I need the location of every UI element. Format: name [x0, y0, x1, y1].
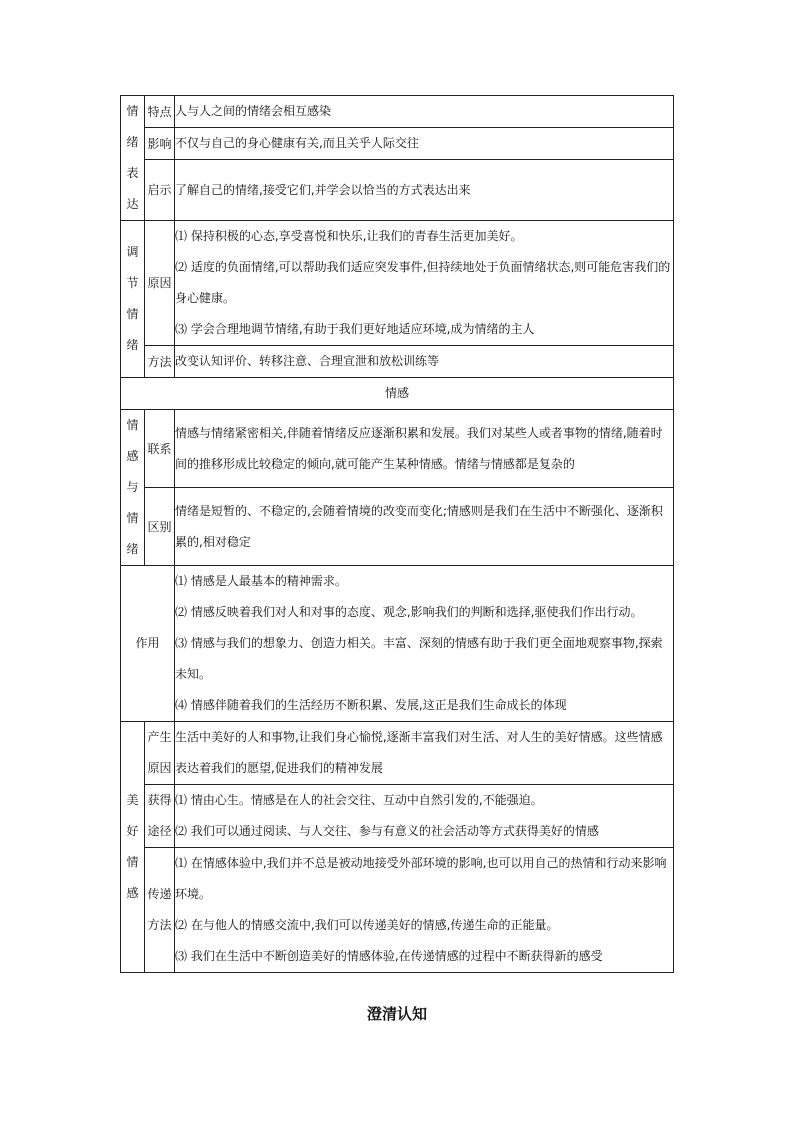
feature-text: 人与人之间的情绪会相互感染 [175, 96, 674, 128]
table-row [121, 160, 674, 221]
function-content [175, 566, 674, 722]
table-row [121, 785, 674, 848]
way-content [175, 785, 674, 848]
difference-label: 区别 [145, 488, 175, 566]
table-row [121, 410, 674, 488]
table-row [121, 488, 674, 566]
table-row [121, 378, 674, 410]
method-label: 方法 [145, 346, 175, 378]
table-row [121, 128, 674, 160]
emotion-section-title: 情感 [121, 378, 674, 410]
expression-head: 情 绪 表 达 [121, 96, 145, 221]
beautiful-head: 美 好 情 感 [121, 722, 145, 973]
list-item: ⑴ 保持积极的心态,享受喜悦和快乐,让我们的青春生活更加美好。 [175, 229, 523, 243]
relation-head: 情 感 与 情 绪 [121, 410, 145, 566]
function-head: 作用 [121, 566, 175, 722]
list-item: ⑶ 学会合理地调节情绪,有助于我们更好地适应环境,成为情绪的主人 [175, 322, 535, 336]
list-item: ⑵ 情感反映着我们对人和对事的态度、观念,影响我们的判断和选择,驱使我们作出行动。 [175, 605, 643, 619]
list-item: ⑴ 情感是人最基本的精神需求。 [175, 574, 347, 588]
summary-table [120, 95, 674, 973]
feature-label: 特点 [145, 96, 175, 128]
way-label: 获得 途径 [145, 785, 175, 848]
link-text: 情感与情绪紧密相关,伴随着情绪反应逐渐积累和发展。我们对某些人或者事物的情绪,随着时间的推移形成比较稳定的倾向,就可能产生某种情感。情绪与情感都是复杂的 [175, 410, 674, 488]
impact-label: 影响 [145, 128, 175, 160]
link-label: 联系 [145, 410, 175, 488]
list-item: ⑶ 我们在生活中不断创造美好的情感体验,在传递情感的过程中不断获得新的感受 [175, 949, 603, 963]
table-row [121, 722, 674, 785]
pass-content [175, 848, 674, 973]
insight-label: 启示 [145, 160, 175, 221]
table-row [121, 221, 674, 346]
list-item: ⑶ 情感与我们的想象力、创造力相关。丰富、深刻的情感有助于我们更全面地观察事物,探索未知。 [175, 636, 663, 681]
list-item: ⑷ 情感伴随着我们的生活经历不断积累、发展,这正是我们生命成长的体现 [175, 698, 567, 712]
insight-text: 了解自己的情绪,接受它们,并学会以恰当的方式表达出来 [175, 160, 674, 221]
table-row [121, 566, 674, 722]
reason-content [175, 221, 674, 346]
cause-label: 产生 原因 [145, 722, 175, 785]
table-row [121, 96, 674, 128]
section-heading: 澄清认知 [366, 1005, 427, 1023]
reason-label: 原因 [145, 221, 175, 346]
cause-text: 生活中美好的人和事物,让我们身心愉悦,逐渐丰富我们对生活、对人生的美好情感。这些情感表达着我们的愿望,促进我们的精神发展 [175, 722, 674, 785]
list-item: ⑵ 在与他人的情感交流中,我们可以传递美好的情感,传递生命的正能量。 [175, 918, 559, 932]
table-row [121, 346, 674, 378]
list-item: ⑴ 情由心生。情感是在人的社会交往、互动中自然引发的,不能强迫。 [175, 793, 543, 807]
list-item: ⑴ 在情感体验中,我们并不总是被动地接受外部环境的影响,也可以用自己的热情和行动来影响环境。 [175, 856, 667, 901]
impact-text: 不仅与自己的身心健康有关,而且关乎人际交往 [175, 128, 674, 160]
pass-label: 传递 方法 [145, 848, 175, 973]
list-item: ⑵ 适度的负面情绪,可以帮助我们适应突发事件,但持续地处于负面情绪状态,则可能危害我们的身心健康。 [175, 260, 671, 305]
table-row [121, 848, 674, 973]
list-item: ⑵ 我们可以通过阅读、与人交往、参与有意义的社会活动等方式获得美好的情感 [175, 824, 599, 838]
method-text: 改变认知评价、转移注意、合理宣泄和放松训练等 [175, 346, 674, 378]
regulation-head: 调 节 情 绪 [121, 221, 145, 378]
difference-text: 情绪是短暂的、不稳定的,会随着情境的改变而变化;情感则是我们在生活中不断强化、逐渐积累的,相对稳定 [175, 488, 674, 566]
